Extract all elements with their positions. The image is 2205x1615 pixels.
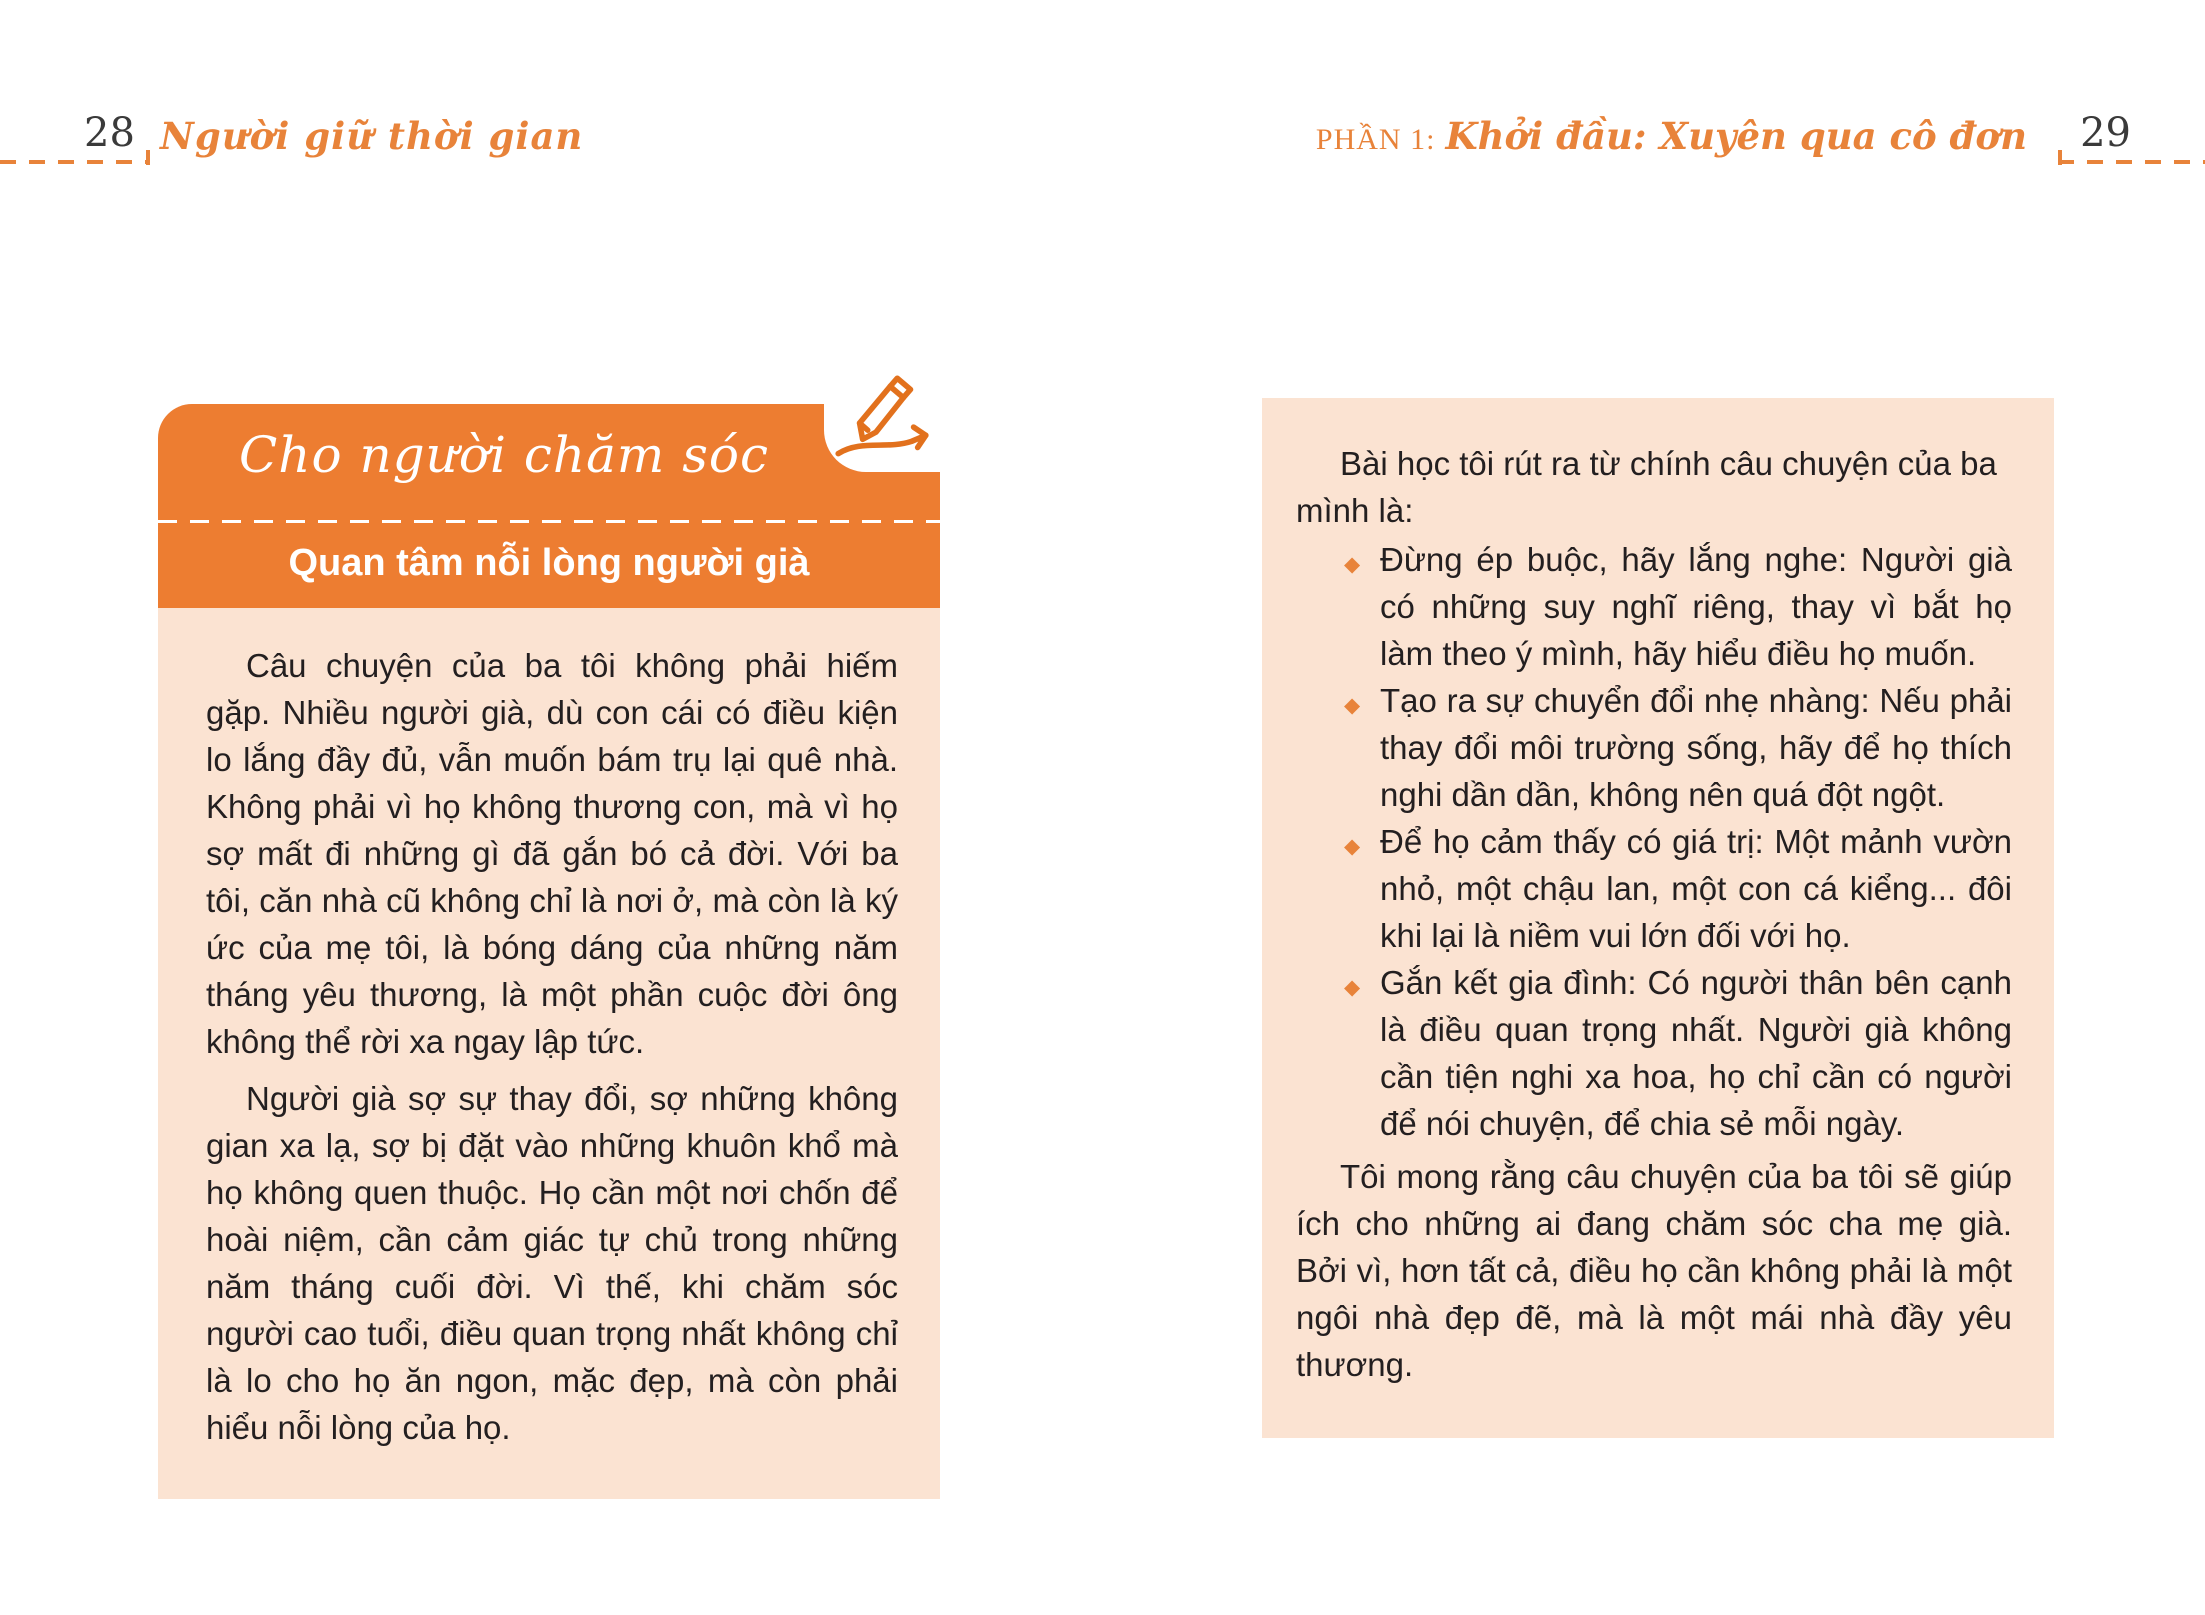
diamond-bullet-icon: ◆ [1344, 553, 1361, 576]
lesson-item [1344, 818, 2012, 959]
page-number-left: 28 [84, 110, 135, 156]
header-rule-tick-right [2058, 150, 2062, 165]
header-dashed-rule-left [0, 160, 148, 164]
page-number-right: 29 [2080, 110, 2131, 156]
lesson-item [1344, 536, 2012, 677]
part-title: Khởi đầu: Xuyên qua cô đơn [1445, 114, 2027, 158]
card-script-heading: Cho người chăm sóc [239, 426, 769, 484]
lessons-closing: Tôi mong rằng câu chuyện của ba tôi sẽ giúp ích cho những ai đang chăm sóc cha mẹ già. Bởi vì, hơn tất cả, điều họ cần không phải là một ngôi nhà đẹp đẽ, mà là một mái nhà đầy yêu thương. [1296, 1158, 2012, 1383]
lesson-item [1344, 959, 2012, 1147]
diamond-bullet-icon: ◆ [1344, 835, 1361, 858]
lesson-text: Để họ cảm thấy có giá trị: Một mảnh vườn nhỏ, một chậu lan, một con cá kiểng... đôi khi lại là niềm vui lớn đối với họ. [1380, 823, 2012, 954]
caregiver-card-header [158, 404, 940, 608]
lesson-text: Tạo ra sự chuyển đổi nhẹ nhàng: Nếu phải thay đổi môi trường sống, hãy để họ thích nghi dần dần, không nên quá đột ngột. [1380, 682, 2012, 813]
card-paragraph: Người già sợ sự thay đổi, sợ những không gian xa lạ, sợ bị đặt vào những khuôn khổ mà họ không quen thuộc. Họ cần một nơi chốn để hoài niệm, cần cảm giác tự chủ trong những năm tháng cuối đời. Vì thế, khi chăm sóc người cao tuổi, điều quan trọng nhất không chỉ là lo cho họ ăn ngon, mặc đẹp, mà còn phải hiểu nỗi lòng của họ. [206, 1080, 898, 1446]
card-title: Quan tâm nỗi lòng người già [288, 542, 810, 584]
running-title-right [1316, 114, 2027, 158]
lesson-text: Đừng ép buộc, hãy lắng nghe: Người già có những suy nghĩ riêng, thay vì bắt họ làm theo ý mình, hãy hiểu điều họ muốn. [1380, 541, 2012, 672]
part-label: PHẦN 1: [1315, 123, 1436, 156]
running-title-left: Người giữ thời gian [160, 114, 584, 158]
caregiver-card [158, 404, 940, 1499]
lesson-text: Gắn kết gia đình: Có người thân bên cạnh là điều quan trọng nhất. Người già không cần tiện nghi xa hoa, họ chỉ cần có người để nói chuyện, để chia sẻ mỗi ngày. [1380, 964, 2012, 1142]
header-rule-tick-left [146, 150, 150, 165]
lessons-list [1296, 536, 2012, 1147]
lessons-panel [1262, 398, 2054, 1438]
card-paragraph: Câu chuyện của ba tôi không phải hiếm gặp. Nhiều người già, dù con cái có điều kiện lo lắng đầy đủ, vẫn muốn bám trụ lại quê nhà. Không phải vì họ không thương con, mà vì họ sợ mất đi những gì đã gắn bó cả đời. Với ba tôi, căn nhà cũ không chỉ là nơi ở, mà còn là ký ức của mẹ tôi, là bóng dáng của những năm tháng yêu thương, là một phần cuộc đời ông không thể rời xa ngay lập tức. [206, 647, 898, 1060]
caregiver-card-body [158, 608, 940, 1499]
lesson-item [1344, 677, 2012, 818]
diamond-bullet-icon: ◆ [1344, 694, 1361, 717]
card-header-dashed-rule [158, 520, 940, 523]
lessons-intro: Bài học tôi rút ra từ chính câu chuyện của ba mình là: [1296, 445, 1997, 529]
diamond-bullet-icon: ◆ [1344, 976, 1361, 999]
header-dashed-rule-right [2058, 160, 2205, 164]
